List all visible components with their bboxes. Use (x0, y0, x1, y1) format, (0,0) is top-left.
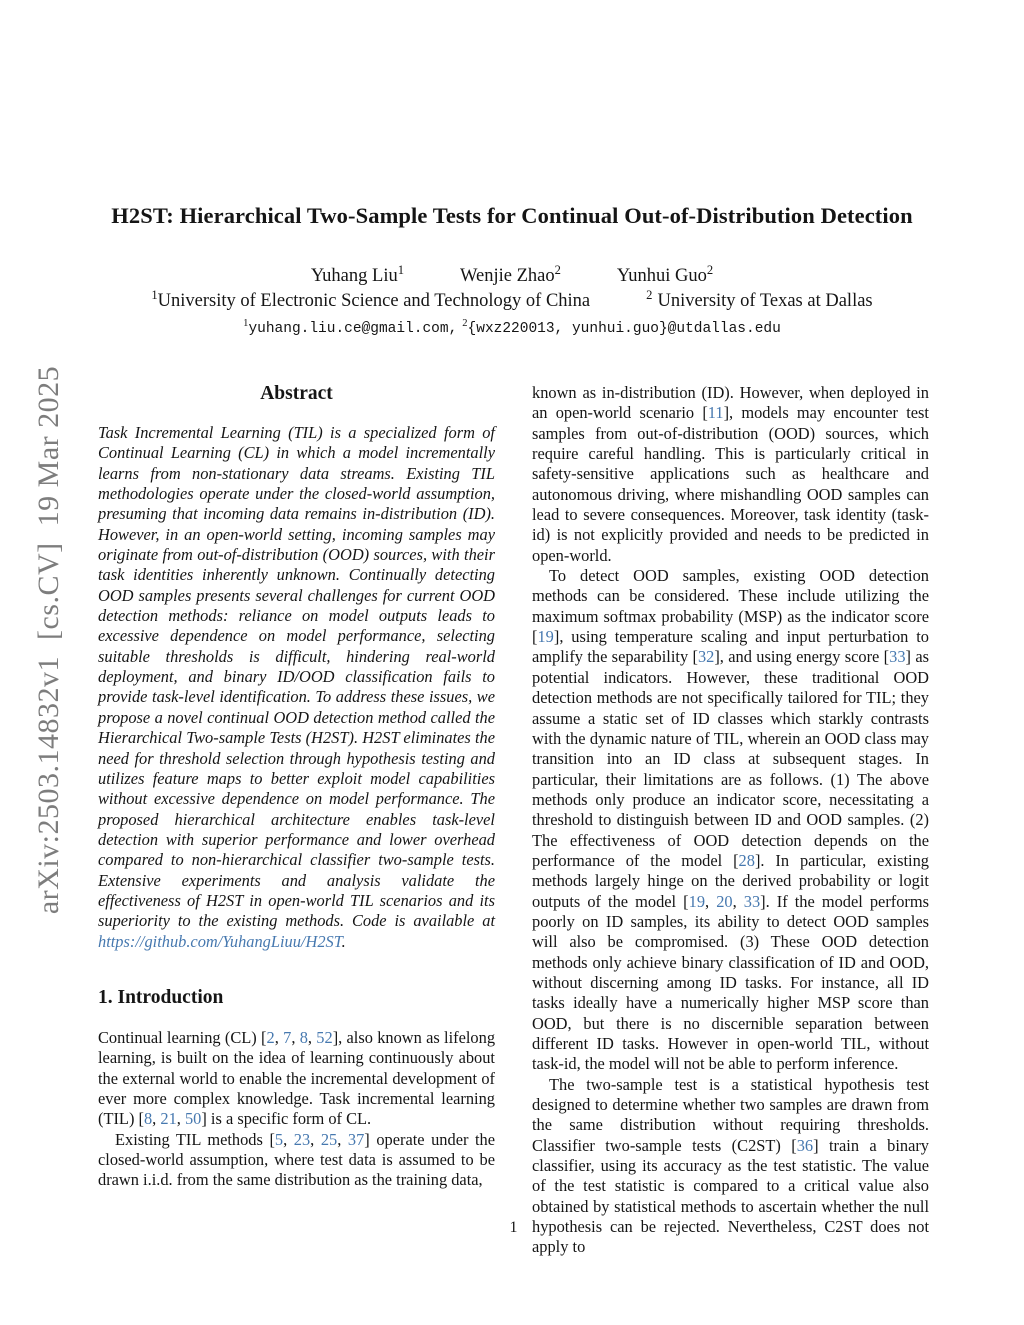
intro-paragraph-1 (98, 1028, 495, 1130)
email-address-2: {wxz220013, yunhui.guo}@utdallas.edu (467, 321, 781, 337)
author-name: Wenjie Zhao (460, 266, 555, 286)
text-segment: ] is a specific form of CL. (201, 1109, 372, 1129)
email-sup: 2 (462, 317, 468, 329)
author-name: Yunhui Guo (616, 266, 707, 286)
affiliation-1 (151, 287, 591, 312)
text-segment: ], also known as lifelong learning, is built on the idea of learning continuously about the external world to enable the incremental development of ever more complex knowledge. Task incremental learning (TIL) [ (98, 1027, 496, 1129)
text-segment: ] as potential indicators. However, these traditional OOD detection methods are not specifically tailored for TIL; they assume a static set of ID classes which starkly contrasts with the dynamic nature of TIL, wherein an OOD class may transition into an ID class at subsequent stages. In particular, their limitations are as follows. (1) The above methods only produce an indicator score, necessitating a threshold to distinguish between ID and OOD samples. (2) The effectiveness of OOD detection depends on the performance of the model [ (532, 647, 929, 870)
citation-link[interactable]: 36 (796, 1135, 814, 1155)
citation-link[interactable]: 33 (889, 647, 906, 667)
left-column (98, 383, 495, 1191)
affiliation-sup: 2 (646, 287, 653, 302)
affiliation-line (0, 287, 1024, 312)
text-segment: . (341, 931, 346, 951)
text-segment: , (732, 891, 744, 911)
text-segment: ], models may encounter test samples from out-of-distribution (OOD) sources, which require careful handling. This is particularly critical in safety-sensitive applications such as healthcare and autonomous driving, where mishandling OOD samples can lead to severe consequences. Moreover, task identity (task-id) is not explicitly provided and needs to be predicted in open-world. (532, 403, 929, 565)
two-column-body (98, 383, 929, 1258)
email-address-1: yuhang.liu.ce@gmail.com, (248, 321, 458, 337)
citation-link[interactable]: 5 (274, 1129, 284, 1149)
intro-paragraph-2 (98, 1130, 495, 1191)
citation-link[interactable]: 19 (688, 891, 706, 911)
section-heading-introduction: 1. Introduction (98, 986, 224, 1008)
text-segment: , (274, 1027, 284, 1047)
text-segment: The two-sample test is a statistical hypothesis test designed to determine whether two samples are drawn from the same distribution without requiring thresholds. Classifier two-sample tests (C2ST) [ (532, 1074, 929, 1155)
citation-link[interactable]: 2 (266, 1027, 275, 1047)
text-segment: , (705, 891, 717, 911)
page-title: H2ST: Hierarchical Two-Sample Tests for Continual Out-of-Distribution Detection (111, 203, 913, 228)
citation-link[interactable]: 11 (707, 403, 724, 423)
text-segment: known as in-distribution (ID). However, when deployed in an open-world scenario [ (532, 383, 929, 423)
citation-link[interactable]: 19 (537, 627, 554, 647)
right-paragraph-1 (532, 383, 929, 566)
text-segment: ] operate under the closed-world assumption, where test data is assumed to be drawn i.i.d. from the same distribution as the training data, (98, 1129, 496, 1190)
text-segment: ]. If the model performs poorly on ID samples, its ability to detect OOD samples will also be compromised. (3) These OOD detection methods only achieve binary classification of ID and OOD, without discerning among ID tasks. For instance, all ID tasks ideally have a numerically higher MSP score than OOD, but there is no discernible separation between different ID tasks. However in open-world TIL, without task-id, the model will not be able to perform inference. (532, 891, 930, 1074)
affiliation-2 (646, 287, 873, 312)
citation-link[interactable]: 32 (697, 647, 715, 667)
citation-link[interactable]: 20 (716, 891, 733, 911)
author-affil-sup: 2 (706, 262, 714, 277)
citation-link[interactable]: 52 (316, 1027, 333, 1047)
citation-link[interactable]: 25 (320, 1129, 338, 1149)
author-name: Yuhang Liu (310, 266, 398, 286)
citation-link[interactable]: 21 (160, 1109, 177, 1129)
text-segment: , (337, 1129, 348, 1149)
text-segment: To detect OOD samples, existing OOD detection methods can be considered. These include utilizing the maximum softmax probability (MSP) as the indicator score [ (532, 566, 929, 647)
citation-link[interactable]: 28 (738, 850, 755, 870)
author-1 (310, 262, 405, 287)
right-column (532, 383, 929, 1258)
text-segment: ]. In particular, existing methods largely hinge on the derived probability or logit outputs of the model [ (532, 850, 929, 911)
right-paragraph-2 (532, 566, 929, 1075)
citation-link[interactable]: 33 (743, 891, 761, 911)
text-segment: ], and using energy score [ (714, 647, 890, 667)
text-segment: , (291, 1027, 300, 1047)
email-sup: 1 (243, 317, 249, 329)
author-affil-sup: 2 (554, 262, 561, 277)
author-affil-sup: 1 (397, 262, 405, 277)
text-segment: , (152, 1109, 161, 1129)
author-line (0, 262, 1024, 287)
text-segment: , (283, 1129, 294, 1149)
author-3 (616, 262, 714, 287)
text-segment: ] train a binary classifier, using its accuracy as the test statistic. The value of the test statistic is compared to a critical value also obtained by statistical methods to ascertain whether the null hypothesis can be rejected. Nevertheless, C2ST does not apply to (532, 1135, 929, 1257)
paper-header (0, 0, 1024, 337)
citation-link[interactable]: 37 (347, 1129, 365, 1149)
abstract-paragraph (98, 423, 495, 952)
text-segment: , (307, 1027, 317, 1047)
citation-link[interactable]: 50 (184, 1109, 202, 1129)
page-number: 1 (509, 1219, 518, 1236)
affiliation-name: University of Electronic Science and Technology of China (157, 291, 591, 311)
affiliation-name: University of Texas at Dallas (657, 291, 873, 311)
text-segment: ], using temperature scaling and input perturbation to amplify the separability [ (532, 627, 929, 667)
code-url-link[interactable]: https://github.com/YuhangLiuu/H2ST (98, 931, 342, 951)
text-segment: , (310, 1129, 321, 1149)
text-segment: , (176, 1109, 185, 1129)
text-segment: Task Incremental Learning (TIL) is a specialized form of Continual Learning (CL) in which a model incrementally learns from non-stationary data streams. Existing TIL methodologies operate under the closed-world assumption, presuming that incoming data remains in-distribution (ID). However, in an open-world setting, incoming samples may originate from out-of-distribution (OOD) sources, with their task identities inherently unknown. Continually detecting OOD samples presents several challenges for current OOD detection methods: reliance on model outputs leads to excessive dependence on model performance, selecting suitable thresholds is difficult, hindering real-world deployment, and binary ID/OOD classification fails to provide task-level identification. To address these issues, we propose a novel continual OOD detection method called the Hierarchical Two-sample Tests (H2ST). H2ST eliminates the need for threshold selection through hypothesis testing and utilizes feature maps to better exploit model capabilities without excessive dependence on model performance. The proposed hierarchical architecture enables task-level detection with superior performance and lower overhead compared to non-hierarchical classifier two-sample tests. Extensive experiments and analysis validate the effectiveness of H2ST in open-world TIL scenarios and its superiority to the existing methods. Code is available at (98, 423, 495, 931)
citation-link[interactable]: 8 (299, 1027, 308, 1047)
abstract-heading: Abstract (260, 383, 333, 404)
author-2 (460, 262, 561, 287)
email-line (0, 319, 1024, 337)
citation-link[interactable]: 7 (283, 1027, 292, 1047)
text-segment: Existing TIL methods [ (115, 1129, 275, 1149)
citation-link[interactable]: 8 (143, 1109, 153, 1129)
citation-link[interactable]: 23 (293, 1129, 311, 1149)
affiliation-sup: 1 (151, 287, 158, 302)
arxiv-stamp: arXiv:2503.14832v1 [cs.CV] 19 Mar 2025 (32, 365, 65, 915)
text-segment: Continual learning (CL) [ (98, 1027, 267, 1047)
